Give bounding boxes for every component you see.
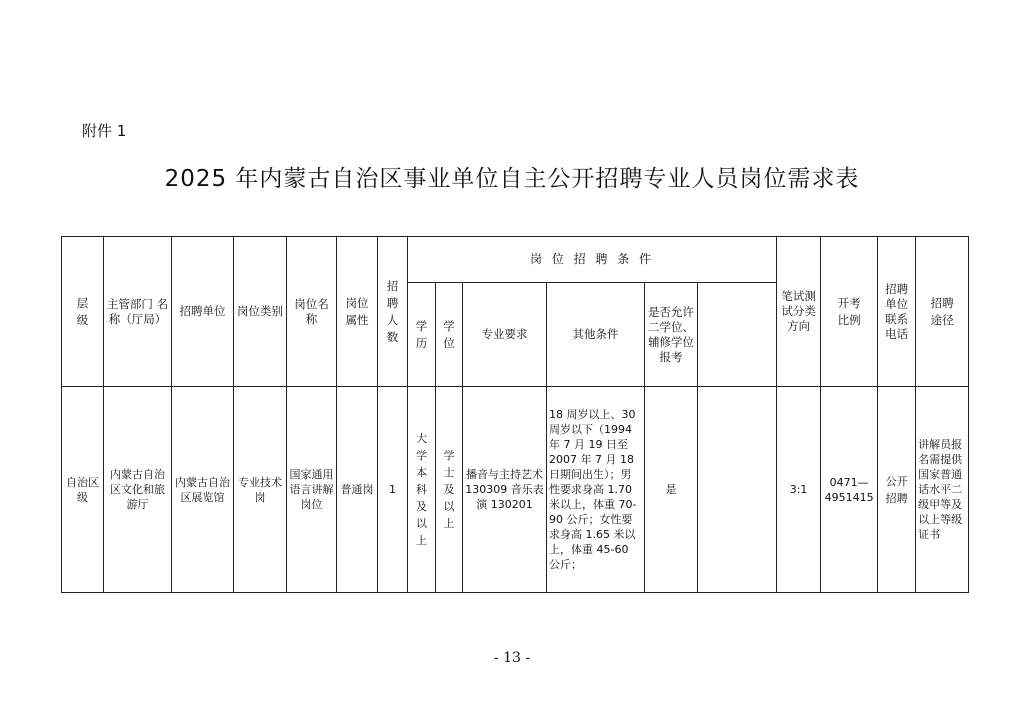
cell-second-degree: 是 [645, 387, 698, 593]
requirements-table [61, 236, 969, 593]
header-major: 专业要求 [463, 283, 547, 387]
header-conditions: 岗 位 招 聘 条 件 [408, 237, 777, 283]
cell-other-conditions: 18 周岁以上、30 周岁以下（1994 年 7 月 19 日至 2007 年 7 月 18 日期间出生）；男性要求身高 1.70 米以上，体重 70-90 公斤；女性要求身高 1.65 米以上，体重 45-60 公斤； [547, 387, 645, 593]
header-other: 其他条件 [547, 283, 645, 387]
cell-department: 内蒙古自治区文化和旅游厅 [104, 387, 172, 593]
cell-ratio: 3:1 [777, 387, 821, 593]
header-degree: 学位 [436, 283, 463, 387]
header-ratio: 开考比例 [821, 237, 878, 387]
header-post-name: 岗位名称 [287, 237, 337, 387]
page-title: 2025 年内蒙古自治区事业单位自主公开招聘专业人员岗位需求表 [164, 166, 860, 192]
header-level: 层级 [62, 237, 104, 387]
header-attribute: 岗位属性 [337, 237, 378, 387]
header-unit: 招聘单位 [172, 237, 234, 387]
cell-attribute: 普通岗 [337, 387, 378, 593]
header-second-degree: 是否允许二学位、辅修学位报考 [645, 283, 698, 387]
cell-level: 自治区级 [62, 387, 104, 593]
header-count: 招聘人数 [378, 237, 408, 387]
header-exam: 笔试测试分类方向 [777, 237, 821, 387]
cell-degree: 学士及以上 [436, 387, 463, 593]
cell-count: 1 [378, 387, 408, 593]
cell-category: 专业技术岗 [234, 387, 287, 593]
page-number: - 13 - [493, 650, 531, 666]
cell-channel: 公开招聘 [878, 387, 916, 593]
cell-remarks: 讲解员报名需提供国家普通话水平二级甲等及以上等级证书 [916, 387, 969, 593]
header-department: 主管部门 名称（厅局） [104, 237, 172, 387]
cell-phone: 0471—4951415 [821, 387, 878, 593]
cell-major: 播音与主持艺术 130309 音乐表演 130201 [463, 387, 547, 593]
table-row [62, 387, 969, 593]
header-channel: 招聘途径 [916, 237, 969, 387]
header-phone: 招聘单位联系电话 [878, 237, 916, 387]
cell-post-name: 国家通用语言讲解岗位 [287, 387, 337, 593]
header-category: 岗位类别 [234, 237, 287, 387]
attachment-label: 附件 1 [82, 122, 127, 140]
cell-education: 大学本科及以上 [408, 387, 436, 593]
header-education: 学历 [408, 283, 436, 387]
cell-unit: 内蒙古自治区展览馆 [172, 387, 234, 593]
cell-exam [698, 387, 777, 593]
